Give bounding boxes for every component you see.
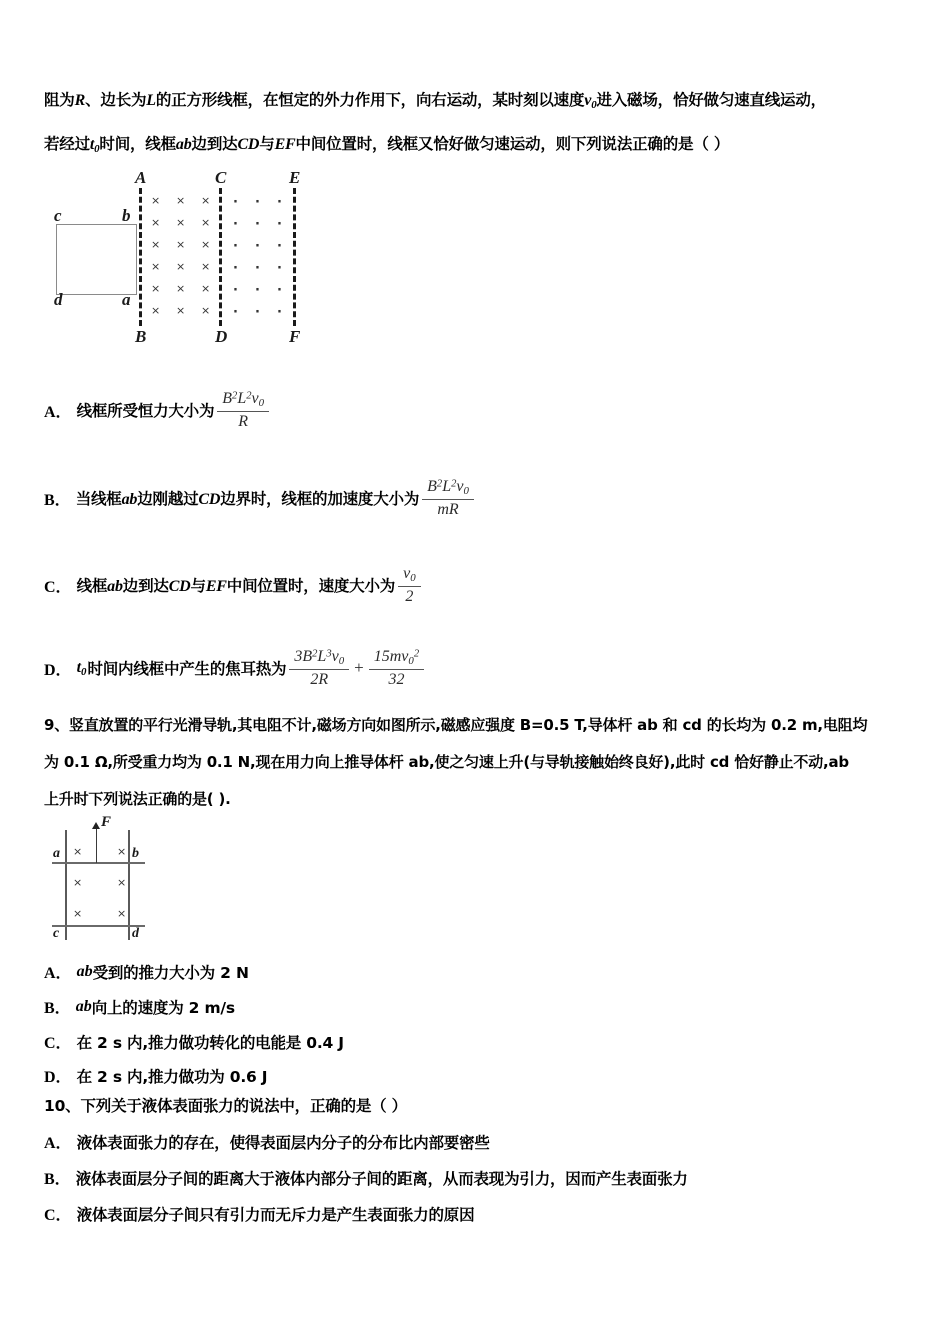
variable-v0: [584, 92, 597, 112]
question9-stem-line-3: [44, 792, 231, 808]
field-dot-out-of-page: ·: [233, 283, 238, 298]
field-cross-into-page: ×: [117, 876, 127, 889]
loop-label-a: a: [122, 290, 131, 309]
stem-text: 下列关于液体表面张力的说法中，正确的是（ ）: [80, 1097, 407, 1115]
text-part: 与: [190, 577, 206, 596]
field-cross-into-page: ×: [73, 907, 83, 920]
stem-text: 若经过: [44, 135, 90, 153]
rail-left: [65, 830, 67, 940]
question9-option-A[interactable]: [44, 960, 249, 983]
field-cross-into-page: ×: [151, 194, 161, 207]
option-text: 液体表面层分子间的距离大于液体内部分子间的距离，从而表现为引力，因而产生表面张力: [75, 1169, 688, 1188]
option-text: 向上的速度为 2 m/s: [91, 998, 235, 1017]
field-dot-out-of-page: ·: [255, 217, 260, 232]
stem-text: 为 0.1 Ω,所受重力均为 0.1 N,现在用力向上推导体杆 ab,使之匀速上升(与导轨接触始终良好),此时 cd 恰好静止不动,ab: [44, 753, 849, 771]
option-text: 在 2 s 内,推力做功为 0.6 J: [76, 1067, 268, 1086]
text-part: 当线框: [75, 490, 122, 509]
stem-text: 与: [259, 135, 275, 153]
fraction-B2L2v0-over-mR: [422, 478, 474, 519]
stem-text: 进入磁场，恰好做匀速直线运动，: [596, 91, 826, 109]
boundary-line-EF: [293, 188, 296, 326]
fraction-denominator: 2R: [310, 670, 329, 688]
field-dot-out-of-page: ·: [255, 239, 260, 254]
field-cross-into-page: ×: [151, 216, 161, 229]
stem-text: 、边长为: [85, 91, 147, 109]
fraction-denominator: 32: [388, 670, 405, 688]
stem-text: 边到达: [191, 135, 238, 153]
variable-ab: ab: [175, 136, 192, 153]
field-cross-into-page: ×: [151, 304, 161, 317]
figure2-label-c: c: [53, 926, 60, 941]
option-text: 液体表面层分子间只有引力而无斥力是产生表面张力的原因: [76, 1205, 475, 1224]
fraction-numerator: $B^2L^2v_0$: [217, 390, 269, 412]
field-dot-out-of-page: ·: [233, 195, 238, 210]
question-number: 9、: [44, 716, 70, 734]
question9-option-C[interactable]: [44, 1030, 344, 1053]
field-cross-into-page: ×: [201, 216, 211, 229]
option-letter: B．: [44, 1171, 71, 1188]
stem-text: 中间位置时，线框又恰好做匀速运动，则下列说法正确的是（ ）: [295, 135, 730, 153]
variable-ab: ab: [121, 491, 138, 509]
figure2-label-b: b: [132, 846, 139, 861]
fraction-denominator: R: [238, 412, 249, 430]
text-part: 中间位置时，速度大小为: [226, 577, 396, 596]
loop-label-b: b: [122, 206, 131, 225]
field-cross-into-page: ×: [151, 238, 161, 251]
boundary-line-CD: [219, 188, 222, 326]
question10-option-B[interactable]: [44, 1166, 688, 1189]
force-label-F: F: [101, 814, 112, 830]
option-letter: D．: [44, 661, 72, 679]
figure2-label-a: a: [53, 846, 60, 861]
field-dot-out-of-page: ·: [277, 239, 282, 254]
variable-CD: CD: [237, 136, 260, 153]
fraction-v0-over-2: [398, 565, 421, 606]
field-cross-into-page: ×: [201, 238, 211, 251]
field-cross-into-page: ×: [73, 876, 83, 889]
subscript-0: 0: [81, 665, 87, 678]
field-cross-into-page: ×: [201, 194, 211, 207]
figure1-label-D: D: [215, 327, 228, 346]
rod-ab: [52, 862, 145, 864]
stem-text: 上升时下列说法正确的是( ).: [44, 790, 231, 808]
fraction-B2L2v0-over-R: [217, 390, 269, 431]
option-letter: D．: [44, 1069, 72, 1086]
variable-CD: CD: [168, 578, 191, 596]
option-text: 液体表面张力的存在，使得表面层内分子的分布比内部要密些: [76, 1133, 490, 1152]
option-letter: A．: [44, 403, 72, 421]
loop-label-c: c: [54, 206, 62, 225]
field-dot-out-of-page: ·: [277, 217, 282, 232]
option-letter: C．: [44, 1207, 72, 1224]
question8-option-D[interactable]: [44, 648, 427, 689]
field-cross-into-page: ×: [176, 238, 186, 251]
rail-right: [128, 830, 130, 940]
question9-option-B[interactable]: [44, 995, 235, 1018]
question9-option-D[interactable]: [44, 1064, 267, 1087]
field-cross-into-page: ×: [117, 907, 127, 920]
question-number: 10、: [44, 1097, 81, 1115]
field-dot-out-of-page: ·: [277, 283, 282, 298]
option-letter: A．: [44, 965, 72, 982]
field-dot-out-of-page: ·: [277, 305, 282, 320]
field-dot-out-of-page: ·: [277, 195, 282, 210]
stem-text: 竖直放置的平行光滑导轨,其电阻不计,磁场方向如图所示,磁感应强度 B=0.5 T,导体杆 ab 和 cd 的长均为 0.2 m,电阻均: [69, 716, 868, 734]
variable-t: t: [76, 658, 82, 676]
option-letter: A．: [44, 1135, 72, 1152]
subscript-0: 0: [94, 143, 100, 156]
question8-stem-line-1: [44, 92, 826, 111]
field-cross-into-page: ×: [201, 282, 211, 295]
field-cross-into-page: ×: [151, 282, 161, 295]
field-cross-into-page: ×: [176, 260, 186, 273]
figure1-label-F: F: [289, 327, 301, 346]
variable-t0: [77, 659, 87, 678]
field-cross-into-page: ×: [151, 260, 161, 273]
field-dot-out-of-page: ·: [255, 283, 260, 298]
question8-stem-line-2: [44, 136, 729, 155]
field-dot-out-of-page: ·: [233, 239, 238, 254]
text-part: 边界时，线框的加速度大小为: [220, 490, 420, 509]
option-text: 在 2 s 内,推力做功转化的电能是 0.4 J: [76, 1033, 344, 1052]
variable-EF: EF: [274, 136, 296, 153]
fraction-numerator: $15mv_0^2$: [369, 648, 424, 670]
field-cross-into-page: ×: [176, 216, 186, 229]
option-text: 时间内线框中产生的焦耳热为: [87, 660, 287, 679]
question10-stem: [44, 1098, 407, 1114]
square-loop: [56, 224, 137, 295]
question9-stem-line-1: [44, 718, 867, 734]
question9-stem-line-2: [44, 755, 849, 771]
question8-option-C[interactable]: [44, 565, 424, 606]
option-letter: C．: [44, 1035, 72, 1052]
stem-text: 阻为: [44, 91, 75, 109]
variable-R: R: [74, 92, 86, 109]
variable-ab: ab: [107, 578, 123, 596]
figure1-label-B: B: [135, 327, 147, 346]
figure1-label-A: A: [135, 168, 147, 187]
fraction-numerator: $v_0$: [398, 565, 421, 587]
variable-t0: [89, 136, 100, 156]
variable-ab: ab: [75, 997, 92, 1015]
variable-ab: ab: [76, 962, 93, 980]
field-cross-into-page: ×: [117, 845, 127, 858]
field-dot-out-of-page: ·: [255, 261, 260, 276]
field-dot-out-of-page: ·: [255, 305, 260, 320]
option-text: 受到的推力大小为 2 N: [92, 963, 249, 982]
stem-text: 的正方形线框，在恒定的外力作用下，向右运动，某时刻以速度: [155, 91, 585, 109]
fraction-15mv02-over-32: [369, 648, 424, 689]
variable-v: v: [584, 92, 592, 109]
option-letter: C．: [44, 578, 72, 596]
variable-t: t: [89, 136, 95, 153]
figure1-label-E: E: [289, 168, 301, 187]
option-text: [77, 574, 396, 596]
question10-option-A[interactable]: [44, 1130, 490, 1153]
field-dot-out-of-page: ·: [233, 217, 238, 232]
variable-CD: CD: [198, 491, 221, 509]
loop-label-d: d: [54, 290, 63, 309]
field-cross-into-page: ×: [176, 282, 186, 295]
figure-vertical-rails: [44, 814, 214, 946]
text-part: 线框: [76, 577, 108, 596]
figure2-label-d: d: [132, 926, 139, 941]
question8-option-A[interactable]: [44, 390, 272, 431]
field-dot-out-of-page: ·: [255, 195, 260, 210]
variable-L: L: [146, 92, 156, 109]
field-dot-out-of-page: ·: [233, 261, 238, 276]
field-cross-into-page: ×: [201, 260, 211, 273]
question8-option-B[interactable]: [44, 478, 477, 519]
fraction-denominator: 2: [405, 587, 414, 605]
text-part: 边刚越过: [137, 490, 199, 509]
field-dot-out-of-page: ·: [277, 261, 282, 276]
option-text: [76, 487, 419, 509]
text-part: 边到达: [122, 577, 169, 596]
subscript-0: 0: [591, 99, 597, 112]
field-cross-into-page: ×: [176, 304, 186, 317]
option-letter: B．: [44, 1000, 71, 1017]
force-arrow-shaft: [96, 828, 97, 863]
field-cross-into-page: ×: [176, 194, 186, 207]
force-arrow-head: [92, 822, 100, 829]
figure-square-loop-entering-field: [46, 168, 366, 353]
plus-operator: +: [354, 658, 364, 678]
field-cross-into-page: ×: [73, 845, 83, 858]
fraction-numerator: $B^2L^2v_0$: [422, 478, 474, 500]
stem-text: 时间，线框: [99, 135, 176, 153]
fraction-numerator: $3B^2L^3v_0$: [289, 648, 349, 670]
figure1-label-C: C: [215, 168, 227, 187]
boundary-line-AB: [139, 188, 142, 326]
field-cross-into-page: ×: [201, 304, 211, 317]
option-letter: B．: [44, 491, 71, 509]
fraction-3B2L3v0-over-2R: [289, 648, 349, 689]
variable-EF: EF: [205, 578, 227, 596]
field-dot-out-of-page: ·: [233, 305, 238, 320]
fraction-denominator: mR: [437, 500, 459, 518]
question10-option-C[interactable]: [44, 1202, 474, 1225]
option-text: 线框所受恒力大小为: [76, 402, 215, 421]
